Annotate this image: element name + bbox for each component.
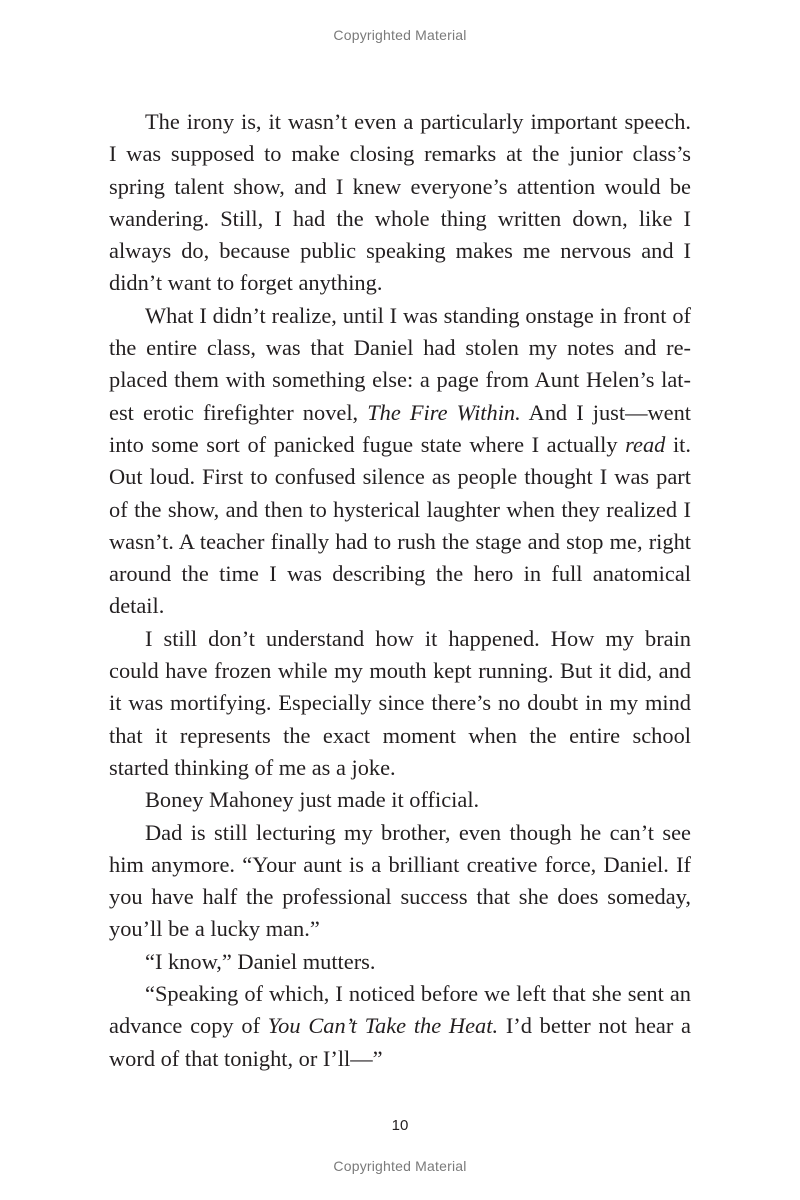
book-title: You Can’t Take the Heat. xyxy=(267,1013,499,1039)
emphasis: read xyxy=(625,431,666,457)
paragraph xyxy=(109,946,691,978)
paragraph xyxy=(109,300,691,623)
text-span: Dad is still lecturing my brother, even though he can’t see him anymore. “Your aunt is a brilliant creative force, Daniel. If you have half the professional success that she does someday, you’ll be a lucky man.” xyxy=(109,819,691,942)
paragraph xyxy=(109,784,691,816)
text-span: The irony is, it wasn’t even a particularly important speech. I was supposed to make closing remarks at the junior class’s spring talent show, and I knew everyone’s attention would be wandering. Still, I had the whole thing written down, like I always do, because public speaking makes me nervous and I didn’t want to forget anything. xyxy=(109,109,691,296)
text-span: it. Out loud. First to confused silence as people thought I was part of the show, and then to hysterical laughter when they realized I wasn’t. A teacher finally had to rush the stage and stop me, right around the time I was describing the hero in full anatomical detail. xyxy=(109,431,691,619)
paragraph xyxy=(109,623,691,784)
paragraph xyxy=(109,817,691,946)
text-span: “I know,” Daniel mutters. xyxy=(145,948,376,974)
text-span: I’d better not hear a word of that tonight, or I’ll—” xyxy=(109,1013,691,1071)
text-span: What I didn’t realize, until I was standing onstage in front of the entire class, was that Daniel had stolen my notes and replaced them with something else: a page from Aunt Helen’s latest erotic firefighter novel, xyxy=(109,302,691,425)
copyright-watermark-bottom: Copyrighted Material xyxy=(333,1158,467,1174)
copyright-watermark-top: Copyrighted Material xyxy=(333,27,467,43)
text-span: And I just—went into some sort of panicked fugue state where I actually xyxy=(109,399,691,457)
book-title: The Fire Within. xyxy=(367,399,521,425)
text-span: Boney Mahoney just made it official. xyxy=(145,787,480,813)
body-text xyxy=(109,106,691,1075)
paragraph xyxy=(109,978,691,1075)
text-span: “Speaking of which, I noticed before we left that she sent an advance copy of xyxy=(109,981,691,1039)
text-span: I still don’t understand how it happened. How my brain could have frozen while my mouth kept running. But it did, and it was mortifying. Especially since there’s no doubt in my mind that it represents the exact moment when the entire school started thinking of me as a joke. xyxy=(109,625,691,780)
page-number: 10 xyxy=(391,1117,409,1134)
paragraph xyxy=(109,106,691,300)
